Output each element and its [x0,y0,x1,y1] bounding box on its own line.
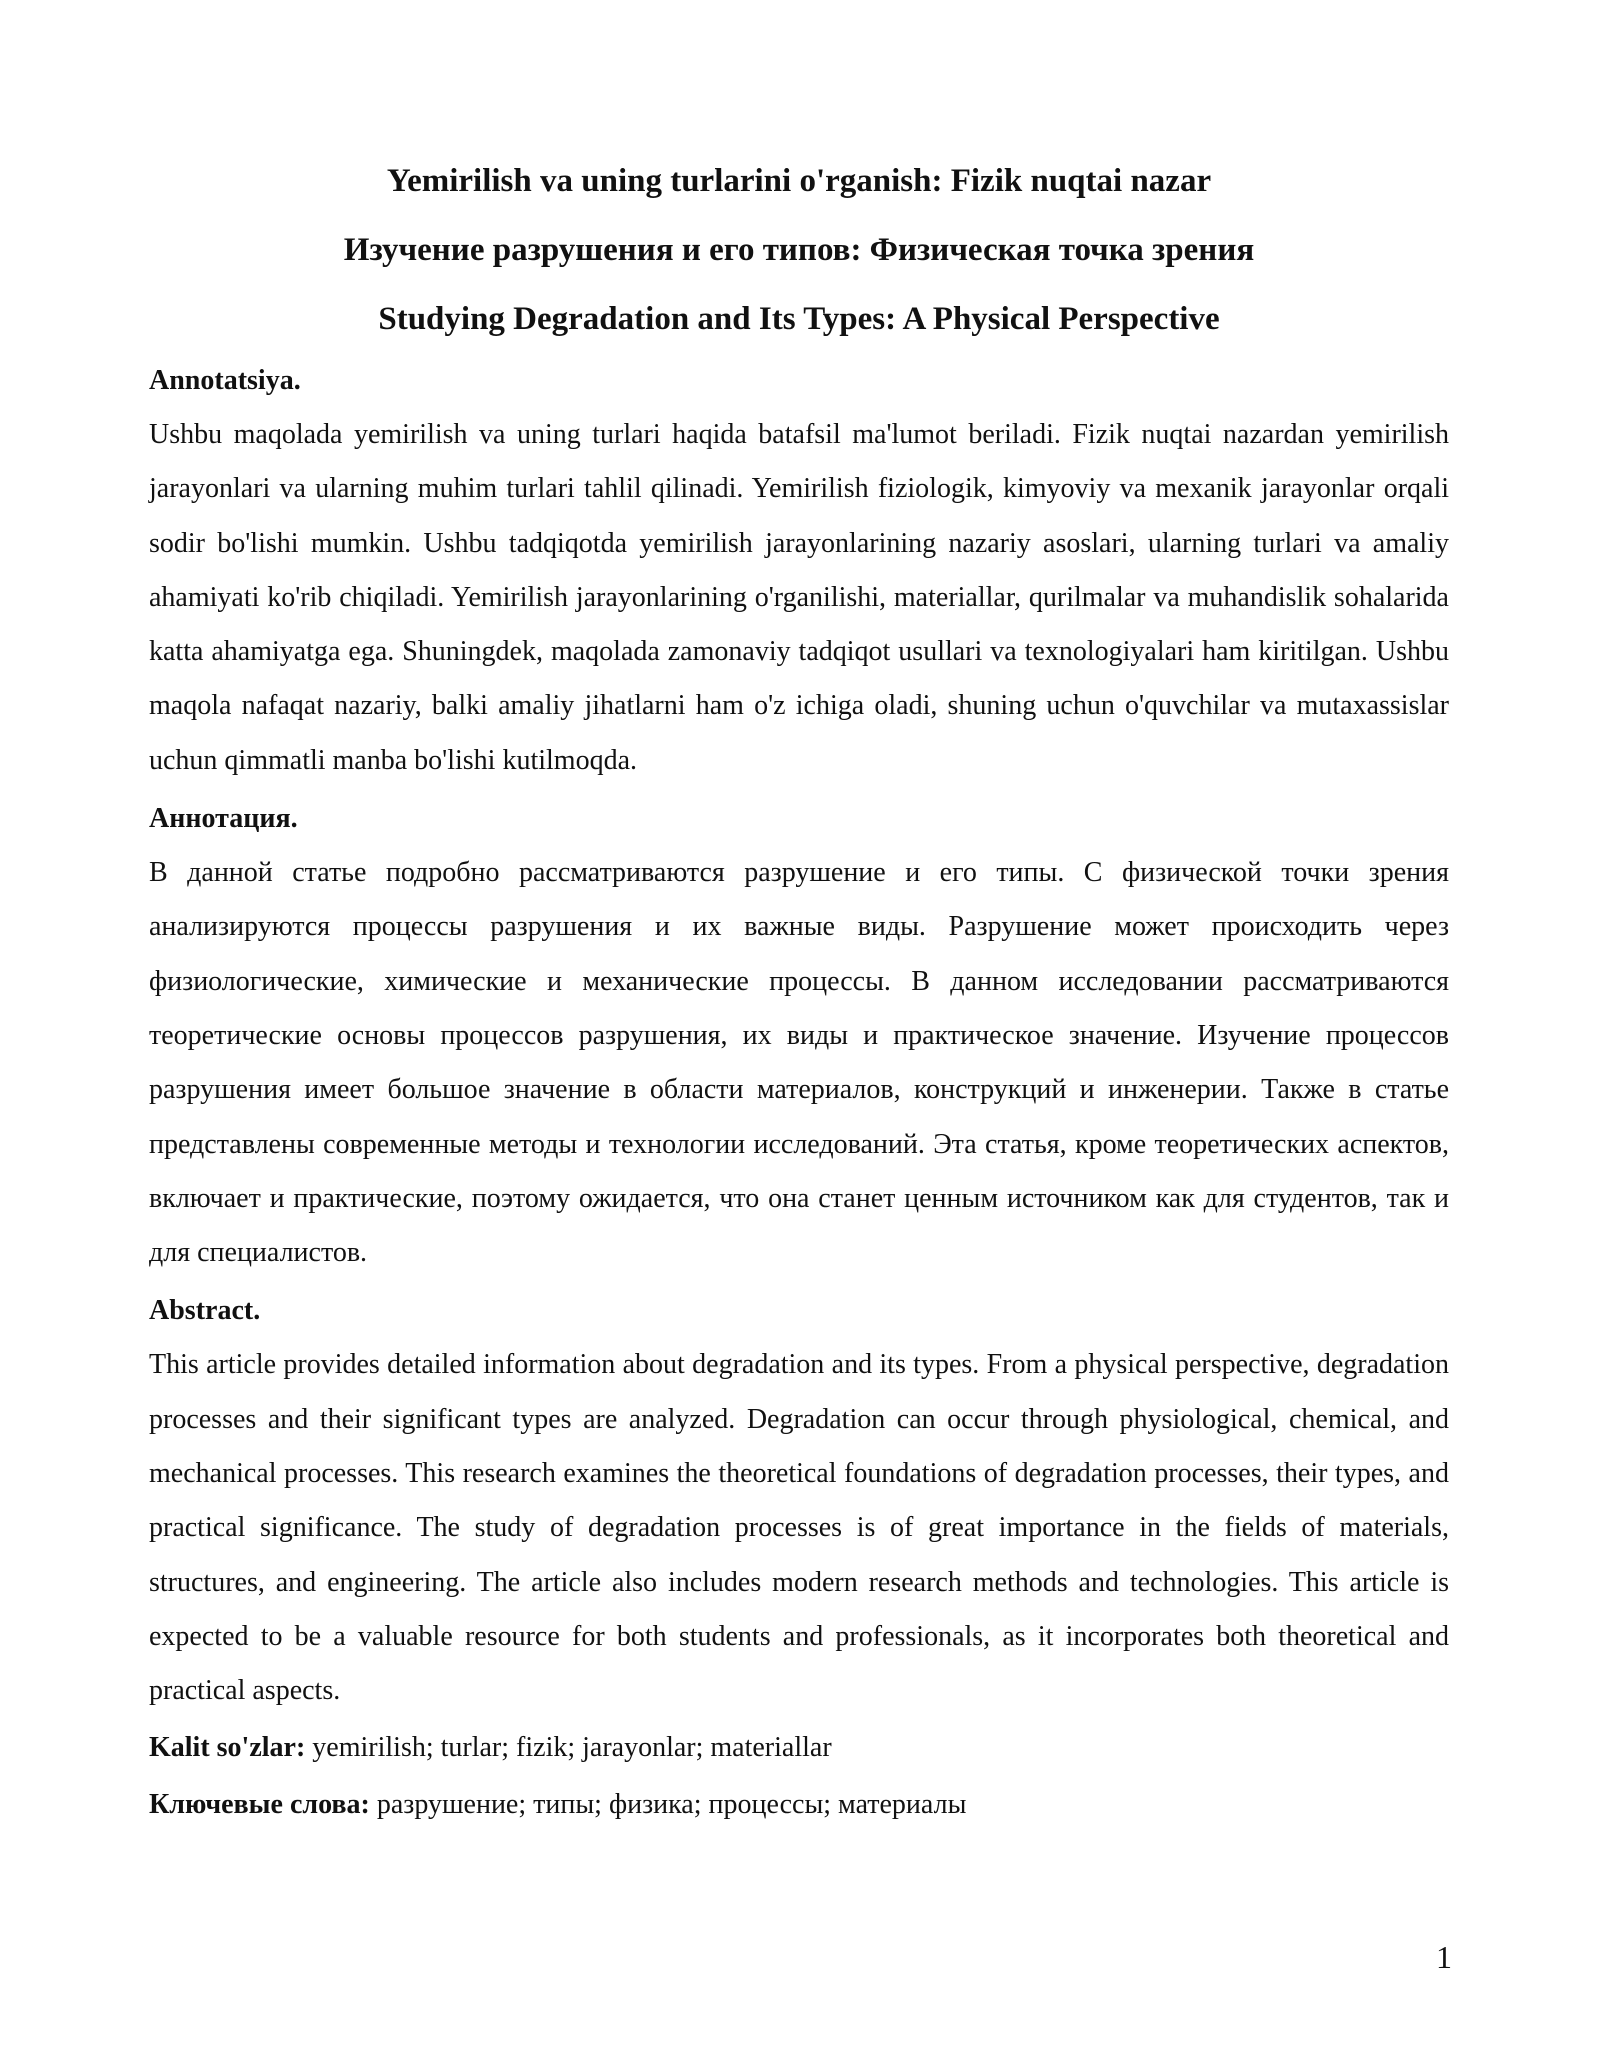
keywords-russian [149,1776,1449,1833]
keywords-russian-label: Ключевые слова: [149,1788,370,1820]
title-russian: Изучение разрушения и его типов: Физическая точка зрения [343,232,1255,268]
page-number: 1 [1436,1939,1452,1975]
abstract-english-heading: Abstract. [149,1295,261,1327]
abstract-english-text: This article provides detailed information about degradation and its types. From a physical perspective, degradation processes and their significant types are analyzed. Degradation can occur through physiological, chemical, and mechanical processes. This research examines the theoretical foundations of degradation processes, their types, and practical significance. The study of degradation processes is of great importance in the fields of materials, structures, and engineering. The article also includes modern research methods and technologies. This article is expected to be a valuable resource for both students and professionals, as it incorporates both theoretical and practical aspects. [149,1349,1449,1707]
title-english: Studying Degradation and Its Types: A Physical Perspective [378,301,1220,337]
annotation-uzbek-text: Ushbu maqolada yemirilish va uning turlari haqida batafsil ma'lumot beriladi. Fizik nuqtai nazardan yemirilish jarayonlari va ularning muhim turlari tahlil qilinadi. Yemirilish fiziologik, kimyoviy va mexanik jarayonlar orqali sodir bo'lishi mumkin. Ushbu tadqiqotda yemirilish jarayonlarining nazariy asoslari, ularning turlari va amaliy ahamiyati ko'rib chiqiladi. Yemirilish jarayonlarining o'rganilishi, materiallar, qurilmalar va muhandislik sohalarida katta ahamiyatga ega. Shuningdek, maqolada zamonaviy tadqiqot usullari va texnologiyalari ham kiritilgan. Ushbu maqola nafaqat nazariy, balki amaliy jihatlarni ham o'z ichiga oladi, shuning uchun o'quvchilar va mutaxassislar uchun qimmatli manba bo'lishi kutilmoqda. [149,419,1449,776]
annotation-uzbek-heading: Annotatsiya. [149,365,301,396]
annotation-russian-text: В данной статье подробно рассматриваются разрушение и его типы. С физической точки зрения анализируются процессы разрушения и их важные виды. Разрушение может происходить через физиологические, химические и механические процессы. В данном исследовании рассматриваются теоретические основы процессов разрушения, их виды и практическое значение. Изучение процессов разрушения имеет большое значение в области материалов, конструкций и инженерии. Также в статье представлены современные методы и технологии исследований. Эта статья, кроме теоретических аспектов, включает и практические, поэтому ожидается, что она станет ценным источником как для студентов, так и для специалистов. [149,857,1449,1269]
title-uzbek: Yemirilish va uning turlarini o'rganish: Fizik nuqtai nazar [386,163,1212,199]
keywords-russian-value: разрушение; типы; физика; процессы; материалы [376,1788,967,1820]
keywords-uzbek-label: Kalit so'zlar: [149,1731,306,1763]
keywords-uzbek-value: yemirilish; turlar; fizik; jarayonlar; materiallar [312,1731,832,1763]
annotation-russian-heading: Аннотация. [149,803,298,835]
page-content [149,147,1449,1833]
keywords-uzbek [149,1719,1449,1776]
